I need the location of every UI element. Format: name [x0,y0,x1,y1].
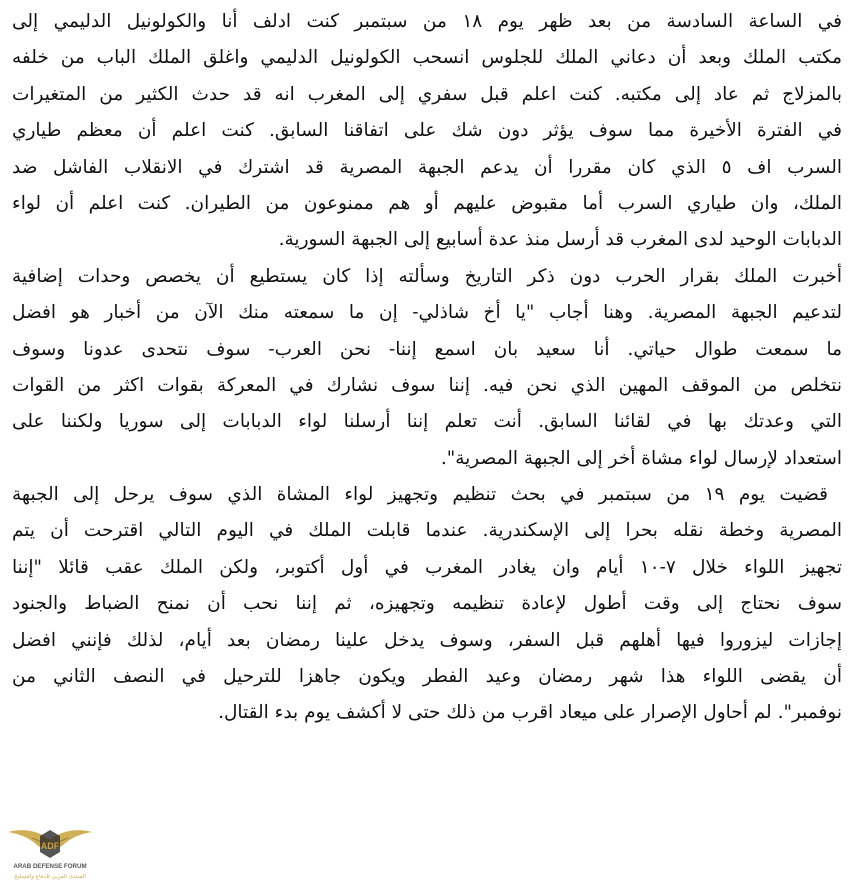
text-line: أخبرت الملك بقرار الحرب دون ذكر التاريخ وسألته إذا كان يستطيع أن يخصص وحدات إضافية [12,265,842,287]
text-line: مكتب الملك وبعد أن دعاني الملك للجلوس انسحب الكولونيل الدليمي واغلق الملك الباب من خلفه [12,47,842,69]
text-line: التي وعدتك بها في لقائنا السابق. أنت تعلم إننا أرسلنا لواء الدبابات إلى سوريا ولكننا على [12,411,842,433]
logo-title: ARAB DEFENSE FORUM [13,863,87,870]
text-line: استعداد لإرسال لواء مشاة أخر إلى الجبهة المصرية". [440,447,842,469]
arab-defense-forum-logo [2,818,98,884]
text-line: نتخلص من الموقف المهين الذي نحن فيه. إننا سوف نشارك في المعركة بقوات اكثر من القوات [12,374,842,396]
text-line: إجازات ليزوروا فيها أهلهم قبل السفر، وسوف يدخل علينا رمضان بعد أيام، لذلك فإنني افضل [12,629,842,651]
text-line: لتدعيم الجبهة المصرية. وهنا أجاب "يا أخ شاذلي- إن ما سمعته منك الآن من أخبار هو افضل [12,302,842,324]
text-line: نوفمبر". لم أحاول الإصرار على ميعاد اقرب من ذلك حتى لا أكشف يوم بدء القتال. [218,702,842,724]
text-line: في الساعة السادسة من بعد ظهر يوم ١٨ من سبتمبر كنت ادلف أنا والكولونيل الدليمي إلى [12,11,842,32]
text-line: السرب اف ٥ الذي كان مقررا أن يدعم الجبهة المصرية قد اشترك في الانقلاب الفاشل ضد [12,156,842,178]
text-line: في الفترة الأخيرة مما سوف يؤثر دون شك على اتفاقنا السابق. كنت اعلم أن معظم طياري [12,120,842,142]
text-line: أن يقضى اللواء هذا شهر رمضان وعيد الفطر ويكون جاهزا للترحيل في النصف الثاني من [12,666,842,688]
text-line: بالمزلاج ثم عاد إلى مكتبه. كنت اعلم قبل سفري إلى المغرب انه قد حدث الكثير من المتغيرات [12,83,842,105]
text-line: المصرية وخطة نقله بحرا إلى الإسكندرية. عندما قابلت الملك في اليوم التالي اقترحت أن يتم [12,520,842,542]
text-line: الدبابات الوحيد لدى المغرب قد أرسل منذ عدة أسابيع إلى الجبهة السورية. [278,229,842,251]
text-line: سوف نحتاج إلى وقت أطول لإعادة تنظيمه وتجهيزه، ثم إننا نحب أن نمنح الضباط والجنود [12,593,842,615]
article-body [12,4,842,732]
adf-badge [40,830,60,858]
text-line: تجهيز اللواء خلال ٧-١٠ أيام وان يغادر المغرب في أول أكتوبر، ولكن الملك عقب قائلا "إننا [12,556,842,578]
logo-text: ADF [40,841,60,851]
text-line: ما سمعت طوال حياتي. أنا سعيد بان اسمع إننا- نحن العرب- سوف نتحدى عدونا وسوف [12,338,842,360]
text-line: قضيت يوم ١٩ من سبتمبر في بحث تنظيم وتجهيز لواء المشاة الذي سوف يرحل إلى الجبهة [12,484,828,506]
logo-subtitle: المنتدى العربي للدفاع والتسليح [14,874,86,880]
text-line: الملك، وان طياري السرب أما مقبوض عليهم أو هم ممنوعون من الطيران. كنت اعلم أن لواء [12,192,842,214]
